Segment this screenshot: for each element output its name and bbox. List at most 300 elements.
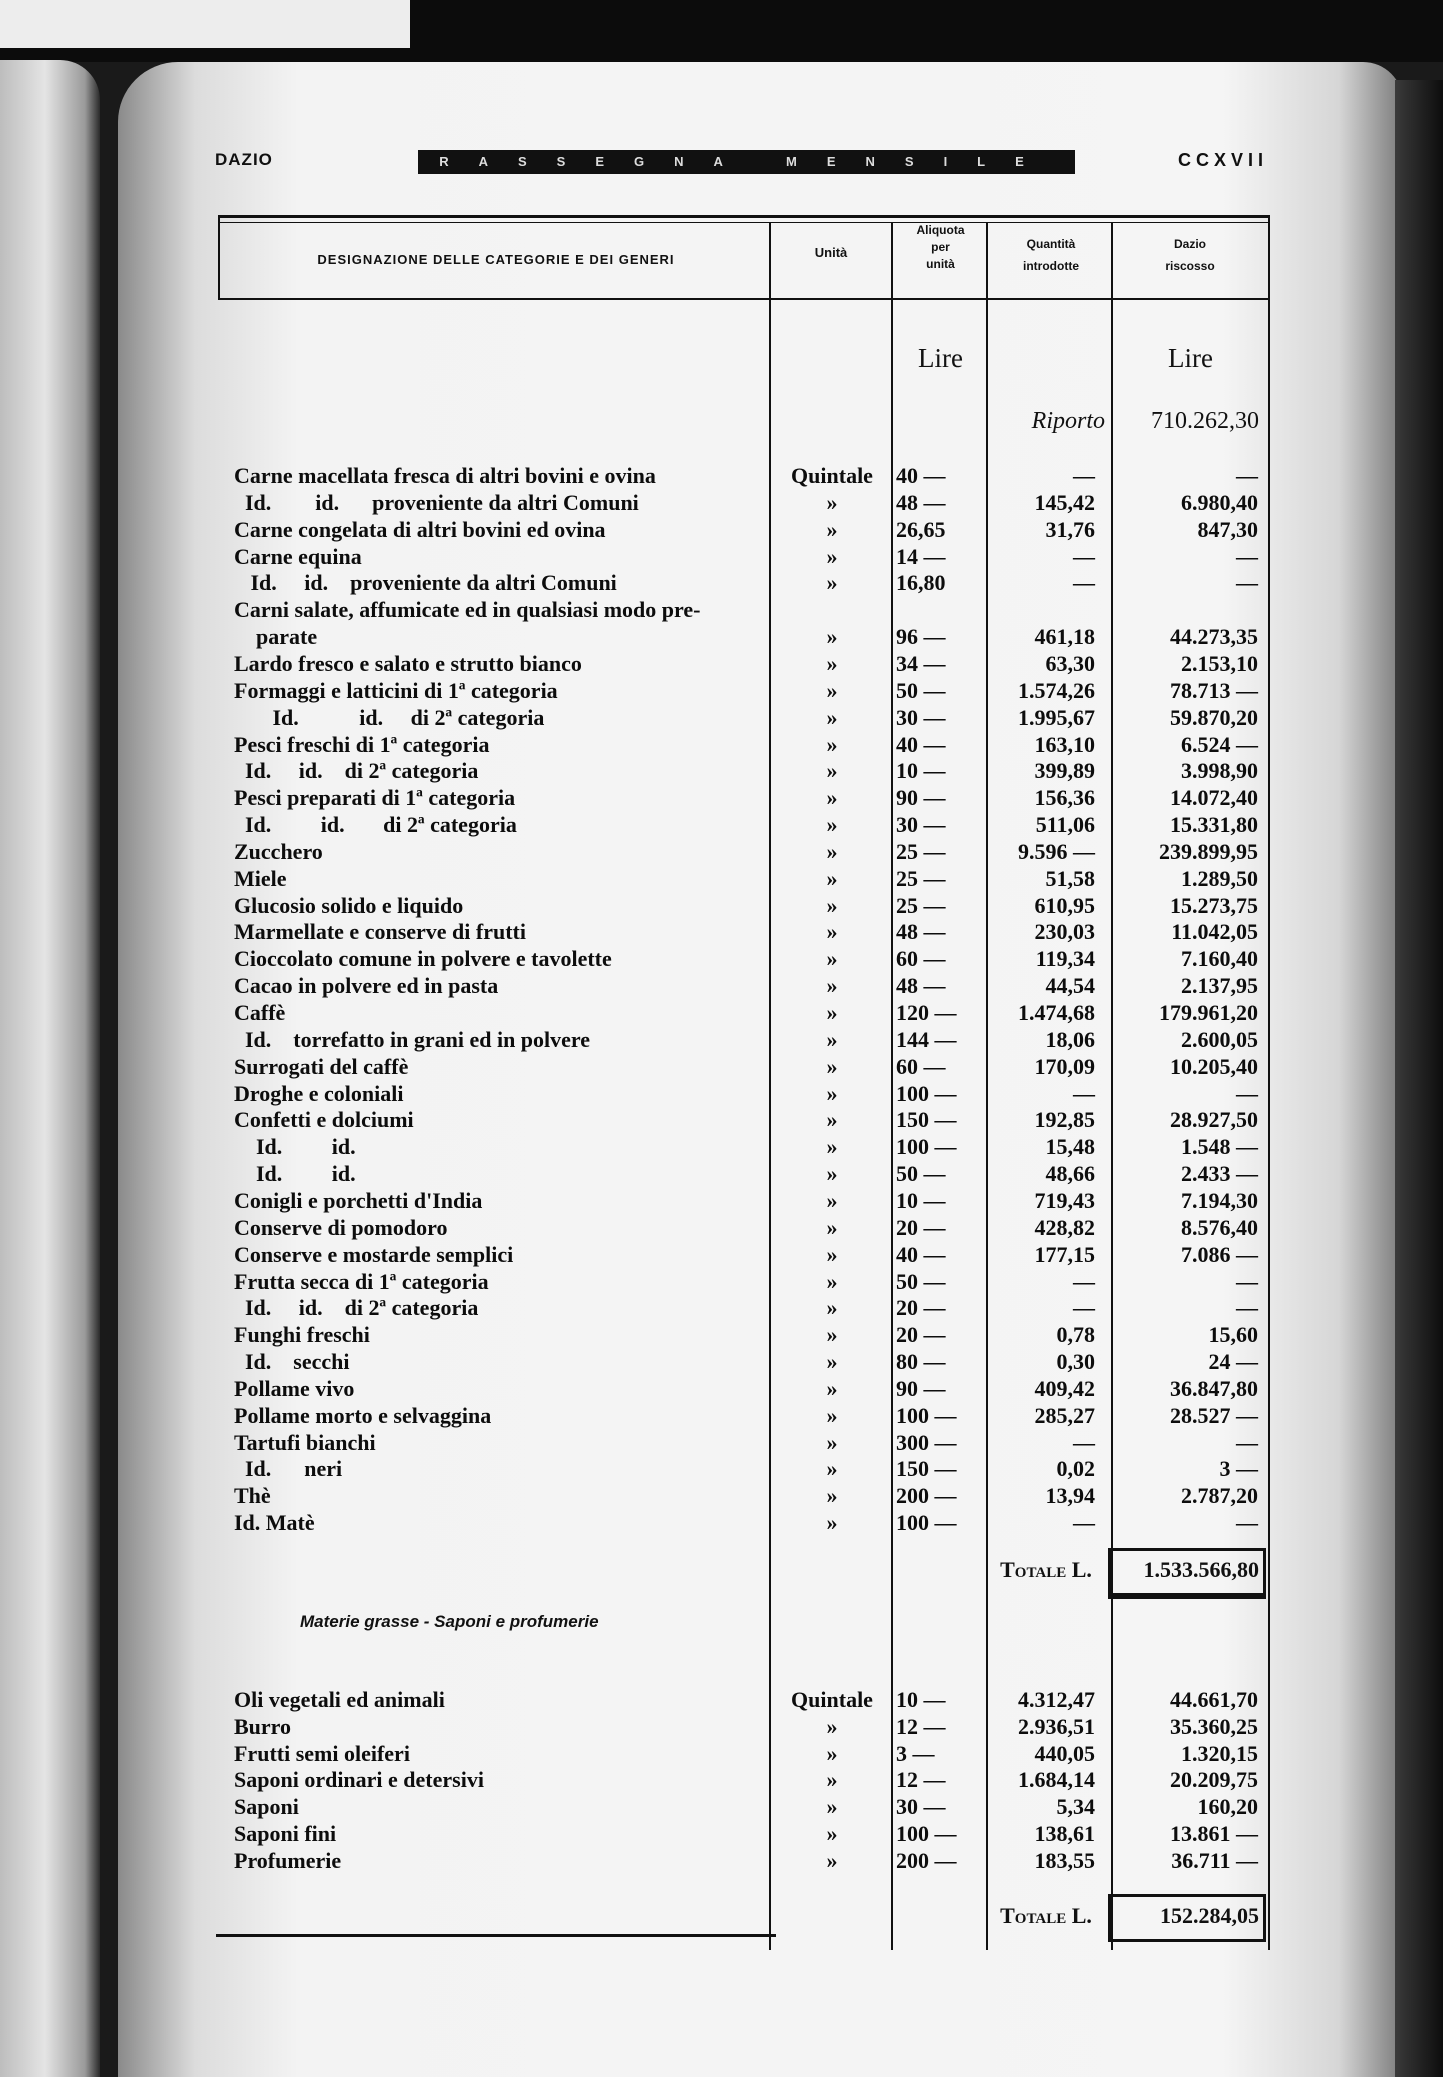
item-designation: Funghi freschi: [234, 1322, 370, 1348]
item-aliquota: 200 —: [896, 1847, 957, 1873]
table-row: [0, 623, 1443, 650]
item-unit: »: [826, 1026, 838, 1052]
item-unit: »: [826, 1713, 838, 1739]
item-designation: Frutta secca di 1ª categoria: [234, 1268, 489, 1294]
item-dazio: 7.086 —: [1181, 1241, 1258, 1267]
item-designation: Droghe e coloniali: [234, 1080, 404, 1106]
item-designation: Id. torrefatto in grani ed in polvere: [234, 1026, 591, 1052]
item-aliquota: 90 —: [896, 785, 946, 811]
table-row: [0, 1713, 1443, 1740]
table-row: [0, 704, 1443, 731]
table-row: [0, 543, 1443, 570]
item-dazio: 15,60: [1208, 1322, 1258, 1348]
item-designation: Cioccolato comune in polvere e tavolette: [234, 946, 612, 972]
item-dazio: 2.787,20: [1181, 1483, 1258, 1509]
col-header-quantity: [989, 233, 1113, 277]
page-number: CCXVII: [1178, 150, 1269, 170]
item-dazio: 160,20: [1197, 1794, 1258, 1820]
item-dazio: 179.961,20: [1159, 1000, 1258, 1025]
item-unit: Quintale: [791, 1687, 873, 1712]
item-aliquota: 25 —: [896, 838, 946, 864]
table-left-rule: [218, 215, 220, 300]
item-quantity: 0,30: [1056, 1349, 1095, 1375]
item-unit: »: [826, 1322, 838, 1348]
table-row: [0, 1509, 1443, 1536]
item-designation: Frutti semi oleiferi: [234, 1740, 410, 1766]
item-aliquota: 10 —: [896, 758, 946, 784]
item-dazio: 1.548 —: [1181, 1134, 1258, 1160]
total-value-2: 152.284,05: [1160, 1903, 1259, 1928]
item-designation: Id. id.: [234, 1161, 356, 1187]
item-unit: »: [826, 704, 838, 730]
item-quantity: —: [1073, 543, 1095, 569]
item-quantity: 440,05: [1034, 1740, 1095, 1766]
item-quantity: 48,66: [1045, 1161, 1095, 1187]
item-designation: Lardo fresco e salato e strutto bianco: [234, 650, 582, 676]
item-dazio: 847,30: [1197, 516, 1258, 542]
item-designation: Id. id. di 2ª categoria: [234, 758, 479, 784]
item-quantity: 1.684,14: [1018, 1767, 1095, 1793]
item-designation: Zucchero: [234, 838, 323, 864]
item-dazio: 24 —: [1208, 1349, 1258, 1375]
item-unit: »: [826, 677, 838, 703]
table-row: [0, 1080, 1443, 1107]
item-aliquota: 12 —: [896, 1767, 946, 1793]
item-designation: Tartufi bianchi: [234, 1429, 376, 1455]
item-designation: Marmellate e conserve di frutti: [234, 919, 526, 945]
item-quantity: 610,95: [1034, 892, 1095, 918]
item-unit: »: [826, 1053, 838, 1079]
item-quantity: 511,06: [1035, 812, 1095, 838]
item-dazio: 3.998,90: [1181, 758, 1258, 784]
table-row: [0, 811, 1443, 838]
table-row: [0, 1740, 1443, 1767]
table-row: [0, 516, 1443, 543]
table-row: [0, 1820, 1443, 1847]
item-aliquota: 144 —: [896, 1026, 957, 1052]
item-dazio: 8.576,40: [1181, 1214, 1258, 1240]
item-quantity: 163,10: [1034, 731, 1095, 757]
item-unit: »: [826, 1821, 838, 1846]
item-designation: Confetti e dolciumi: [234, 1107, 414, 1133]
item-aliquota: 25 —: [896, 865, 946, 891]
item-aliquota: 60 —: [896, 1053, 946, 1079]
table-row: [0, 1793, 1443, 1820]
item-quantity: 1.574,26: [1018, 677, 1095, 703]
item-quantity: 285,27: [1034, 1402, 1095, 1428]
item-unit: »: [826, 1349, 838, 1375]
item-quantity: 461,18: [1034, 624, 1095, 650]
table-row: [0, 892, 1443, 919]
item-quantity: 177,15: [1034, 1241, 1095, 1267]
item-aliquota: 50 —: [896, 677, 946, 703]
table-row: [0, 999, 1443, 1026]
item-designation: Id. id. di 2ª categoria: [234, 1295, 479, 1321]
item-designation: Burro: [234, 1713, 292, 1739]
item-designation: Id. neri: [234, 1456, 343, 1482]
item-aliquota: 48 —: [896, 489, 946, 515]
item-unit: »: [826, 1375, 838, 1401]
item-unit: »: [826, 543, 838, 569]
item-aliquota: 120 —: [896, 1000, 957, 1025]
item-unit: »: [826, 489, 838, 515]
table-row: [0, 1106, 1443, 1133]
total-value-1: 1.533.566,80: [1143, 1557, 1259, 1582]
col-header-designation: DESIGNAZIONE DELLE CATEGORIE E DEI GENERI: [317, 252, 675, 267]
item-quantity: 5,34: [1056, 1794, 1095, 1820]
item-designation: Glucosio solido e liquido: [234, 892, 464, 918]
item-designation: Saponi: [234, 1794, 299, 1820]
table-row: [0, 1402, 1443, 1429]
item-aliquota: 30 —: [896, 704, 946, 730]
table-row: [0, 489, 1443, 516]
table-row: [0, 677, 1443, 704]
table-row: [0, 731, 1443, 758]
item-unit: »: [826, 812, 838, 838]
item-quantity: 2.936,51: [1018, 1713, 1095, 1739]
item-designation: Caffè: [234, 1000, 286, 1025]
table-row: [0, 865, 1443, 892]
item-dazio: —: [1236, 1268, 1258, 1294]
item-aliquota: 25 —: [896, 892, 946, 918]
item-dazio: 14.072,40: [1170, 785, 1258, 811]
item-dazio: 7.194,30: [1181, 1187, 1258, 1213]
item-quantity: 230,03: [1034, 919, 1095, 945]
table-row: [0, 1187, 1443, 1214]
item-dazio: 44.273,35: [1170, 624, 1258, 650]
item-quantity: 719,43: [1034, 1187, 1095, 1213]
item-designation: Carni salate, affumicate ed in qualsiasi modo pre-: [234, 597, 701, 623]
total-label-2: Totale L.: [1000, 1903, 1092, 1928]
item-dazio: —: [1236, 463, 1258, 488]
item-quantity: 119,34: [1035, 946, 1095, 972]
total-label-1: Totale L.: [1000, 1557, 1092, 1582]
col-header-aliquota: [892, 222, 989, 273]
table-row: [0, 1133, 1443, 1160]
item-quantity: 192,85: [1034, 1107, 1095, 1133]
item-unit: »: [826, 892, 838, 918]
item-designation: Surrogati del caffè: [234, 1053, 409, 1079]
item-unit: »: [826, 1483, 838, 1509]
item-unit: »: [826, 1510, 838, 1536]
item-dazio: 35.360,25: [1170, 1713, 1258, 1739]
item-dazio: —: [1236, 1429, 1258, 1455]
item-dazio: 36.847,80: [1170, 1375, 1258, 1401]
item-dazio: —: [1236, 1510, 1258, 1536]
item-unit: »: [826, 946, 838, 972]
item-aliquota: 20 —: [896, 1214, 946, 1240]
item-aliquota: 100 —: [896, 1080, 957, 1106]
item-aliquota: 80 —: [896, 1349, 946, 1375]
table-row: [0, 1482, 1443, 1509]
item-dazio: 239.899,95: [1159, 838, 1258, 864]
item-dazio: —: [1236, 1295, 1258, 1321]
table-row: [0, 1160, 1443, 1187]
item-quantity: —: [1073, 463, 1095, 488]
item-designation: Profumerie: [234, 1847, 342, 1873]
item-quantity: 63,30: [1045, 650, 1095, 676]
table-row: [0, 569, 1443, 596]
item-unit: »: [826, 1000, 838, 1025]
item-dazio: 15.273,75: [1170, 892, 1258, 918]
item-aliquota: 14 —: [896, 543, 946, 569]
item-quantity: 156,36: [1034, 785, 1095, 811]
item-dazio: 78.713 —: [1170, 677, 1258, 703]
item-designation: Saponi fini: [234, 1821, 337, 1846]
table-row: [0, 1268, 1443, 1295]
item-quantity: —: [1073, 1510, 1095, 1536]
col-header-dazio-line2: riscosso: [1165, 259, 1215, 273]
table-top-rule: [218, 215, 1270, 218]
item-unit: »: [826, 973, 838, 999]
item-designation: Miele: [234, 865, 287, 891]
total-underline-1: [1108, 1596, 1266, 1599]
currency-dazio: Lire: [1168, 343, 1213, 373]
item-designation: Id. id. proveniente da altri Comuni: [234, 489, 639, 515]
item-unit: »: [826, 1429, 838, 1455]
item-unit: »: [826, 516, 838, 542]
item-dazio: 6.524 —: [1181, 731, 1258, 757]
item-dazio: 28.927,50: [1170, 1107, 1258, 1133]
item-unit: »: [826, 838, 838, 864]
table-bottom-rule: [216, 1934, 776, 1937]
table-row: [0, 1455, 1443, 1482]
item-aliquota: 50 —: [896, 1161, 946, 1187]
item-unit: »: [826, 1241, 838, 1267]
item-aliquota: 30 —: [896, 812, 946, 838]
item-quantity: 15,48: [1045, 1134, 1095, 1160]
item-dazio: 7.160,40: [1181, 946, 1258, 972]
item-dazio: 44.661,70: [1170, 1687, 1258, 1712]
item-designation: Formaggi e latticini di 1ª categoria: [234, 677, 558, 703]
item-quantity: —: [1073, 570, 1095, 596]
item-dazio: —: [1236, 543, 1258, 569]
item-aliquota: 60 —: [896, 946, 946, 972]
item-dazio: 36.711 —: [1171, 1847, 1258, 1873]
item-unit: »: [826, 758, 838, 784]
item-unit: »: [826, 1740, 838, 1766]
table-row: [0, 972, 1443, 999]
item-dazio: 6.980,40: [1181, 489, 1258, 515]
item-dazio: 15.331,80: [1170, 812, 1258, 838]
item-unit: »: [826, 1794, 838, 1820]
item-unit: »: [826, 865, 838, 891]
table-row: [0, 1348, 1443, 1375]
item-quantity: 31,76: [1045, 516, 1095, 542]
table-row: [0, 945, 1443, 972]
item-quantity: 1.474,68: [1018, 1000, 1095, 1025]
item-dazio: 59.870,20: [1170, 704, 1258, 730]
currency-aliquota: Lire: [918, 343, 963, 373]
item-designation: Id. Matè: [234, 1510, 315, 1536]
item-unit: »: [826, 1847, 838, 1873]
item-quantity: —: [1073, 1295, 1095, 1321]
table-row: [0, 784, 1443, 811]
item-aliquota: 10 —: [896, 1187, 946, 1213]
item-aliquota: 96 —: [896, 624, 946, 650]
item-quantity: 4.312,47: [1018, 1687, 1095, 1712]
item-dazio: 2.433 —: [1181, 1161, 1258, 1187]
item-designation: Carne congelata di altri bovini ed ovina: [234, 516, 606, 542]
running-header-left: DAZIO: [215, 150, 273, 169]
col-header-quantity-line1: Quantità: [1026, 237, 1076, 251]
item-designation: Conserve di pomodoro: [234, 1214, 448, 1240]
item-dazio: 13.861 —: [1170, 1821, 1258, 1846]
item-aliquota: 100 —: [896, 1134, 957, 1160]
item-designation: Pesci freschi di 1ª categoria: [234, 731, 490, 757]
item-aliquota: 48 —: [896, 973, 946, 999]
item-designation: Id. id. di 2ª categoria: [234, 812, 517, 838]
item-aliquota: 20 —: [896, 1322, 946, 1348]
item-designation: Id. id. di 2ª categoria: [234, 704, 545, 730]
item-quantity: 18,06: [1045, 1026, 1095, 1052]
item-designation: Pollame morto e selvaggina: [234, 1402, 492, 1428]
item-quantity: 170,09: [1034, 1053, 1095, 1079]
table-row: [0, 757, 1443, 784]
item-designation: Cacao in polvere ed in pasta: [234, 973, 499, 999]
item-quantity: 9.596 —: [1018, 838, 1095, 864]
item-designation: Saponi ordinari e detersivi: [234, 1767, 484, 1793]
item-quantity: 409,42: [1034, 1375, 1095, 1401]
item-unit: »: [826, 624, 838, 650]
item-unit: »: [826, 1080, 838, 1106]
item-dazio: 1.289,50: [1181, 865, 1258, 891]
item-quantity: 0,78: [1056, 1322, 1095, 1348]
item-aliquota: 40 —: [896, 463, 946, 488]
item-aliquota: 48 —: [896, 919, 946, 945]
item-quantity: 44,54: [1045, 973, 1095, 999]
item-aliquota: 150 —: [896, 1456, 957, 1482]
item-aliquota: 40 —: [896, 1241, 946, 1267]
section-title: Materie grasse - Saponi e profumerie: [300, 1612, 599, 1631]
table-row: [0, 838, 1443, 865]
item-unit: »: [826, 1134, 838, 1160]
item-aliquota: 16,80: [896, 570, 946, 596]
item-unit: »: [826, 731, 838, 757]
item-quantity: 399,89: [1034, 758, 1095, 784]
item-unit: »: [826, 1107, 838, 1133]
item-quantity: 138,61: [1034, 1821, 1095, 1846]
table-row: [0, 1241, 1443, 1268]
col-header-dazio: [1113, 233, 1267, 277]
item-unit: »: [826, 1456, 838, 1482]
item-designation: Conserve e mostarde semplici: [234, 1241, 514, 1267]
table-row: [0, 596, 1443, 623]
col-header-aliquota-line1: Aliquota: [916, 223, 965, 237]
table-row: [0, 1214, 1443, 1241]
scan-top-strip: [0, 0, 410, 48]
table-row: [0, 1053, 1443, 1080]
item-designation: Oli vegetali ed animali: [234, 1687, 445, 1712]
item-designation: Id. id.: [234, 1134, 356, 1160]
item-dazio: —: [1236, 570, 1258, 596]
item-aliquota: 3 —: [896, 1740, 935, 1766]
item-designation: Pollame vivo: [234, 1375, 355, 1401]
item-unit: »: [826, 1402, 838, 1428]
riporto-label: Riporto: [1031, 408, 1105, 434]
item-aliquota: 50 —: [896, 1268, 946, 1294]
running-header-banner: RASSEGNA MENSILE: [418, 150, 1075, 174]
item-designation: Thè: [234, 1483, 271, 1509]
item-aliquota: 40 —: [896, 731, 946, 757]
item-dazio: 2.600,05: [1181, 1026, 1258, 1052]
col-header-aliquota-line2: per: [931, 240, 950, 254]
item-aliquota: 30 —: [896, 1794, 946, 1820]
item-dazio: 3 —: [1219, 1456, 1258, 1482]
item-quantity: 1.995,67: [1018, 704, 1095, 730]
item-aliquota: 12 —: [896, 1713, 946, 1739]
table-row: [0, 1766, 1443, 1793]
item-dazio: 2.137,95: [1181, 973, 1258, 999]
item-quantity: 13,94: [1045, 1483, 1095, 1509]
table-row: [0, 1321, 1443, 1348]
item-quantity: —: [1073, 1268, 1095, 1294]
item-quantity: —: [1073, 1429, 1095, 1455]
item-dazio: 2.153,10: [1181, 650, 1258, 676]
table-row: [0, 1686, 1443, 1713]
item-unit: »: [826, 1161, 838, 1187]
item-aliquota: 26,65: [896, 516, 946, 542]
item-aliquota: 300 —: [896, 1429, 957, 1455]
item-unit: Quintale: [791, 463, 873, 488]
item-unit: »: [826, 1767, 838, 1793]
item-designation: Id. id. proveniente da altri Comuni: [234, 570, 617, 596]
item-aliquota: 100 —: [896, 1821, 957, 1846]
item-quantity: 145,42: [1034, 489, 1095, 515]
item-unit: »: [826, 1295, 838, 1321]
table-row: [0, 462, 1443, 489]
col-header-aliquota-line3: unità: [926, 257, 955, 271]
col-header-unit: Unità: [814, 245, 848, 260]
item-aliquota: 34 —: [896, 650, 946, 676]
item-unit: »: [826, 1268, 838, 1294]
item-dazio: 11.042,05: [1171, 919, 1258, 945]
item-quantity: 183,55: [1034, 1847, 1095, 1873]
col-header-dazio-line1: Dazio: [1173, 237, 1206, 251]
table-row: [0, 1375, 1443, 1402]
item-quantity: 428,82: [1034, 1214, 1095, 1240]
item-aliquota: 100 —: [896, 1510, 957, 1536]
item-aliquota: 10 —: [896, 1687, 946, 1712]
item-unit: »: [826, 650, 838, 676]
item-aliquota: 90 —: [896, 1375, 946, 1401]
item-dazio: 10.205,40: [1170, 1053, 1258, 1079]
item-unit: »: [826, 1187, 838, 1213]
item-designation: Conigli e porchetti d'India: [234, 1187, 483, 1213]
item-aliquota: 20 —: [896, 1295, 946, 1321]
table-row: [0, 1026, 1443, 1053]
item-designation: Carne macellata fresca di altri bovini e ovina: [234, 463, 656, 488]
item-dazio: —: [1236, 1080, 1258, 1106]
table-row: [0, 1847, 1443, 1874]
item-quantity: —: [1073, 1080, 1095, 1106]
table-row: [0, 918, 1443, 945]
item-designation: parate: [234, 624, 318, 650]
item-unit: »: [826, 785, 838, 811]
table-row: [0, 650, 1443, 677]
table-row: [0, 1429, 1443, 1456]
col-header-quantity-line2: introdotte: [1023, 259, 1079, 273]
item-designation: Carne equina: [234, 543, 362, 569]
item-dazio: 1.320,15: [1181, 1740, 1258, 1766]
item-aliquota: 200 —: [896, 1483, 957, 1509]
item-unit: »: [826, 1214, 838, 1240]
item-aliquota: 150 —: [896, 1107, 957, 1133]
table-row: [0, 1294, 1443, 1321]
item-aliquota: 100 —: [896, 1402, 957, 1428]
item-designation: Id. secchi: [234, 1349, 350, 1375]
item-unit: »: [826, 570, 838, 596]
